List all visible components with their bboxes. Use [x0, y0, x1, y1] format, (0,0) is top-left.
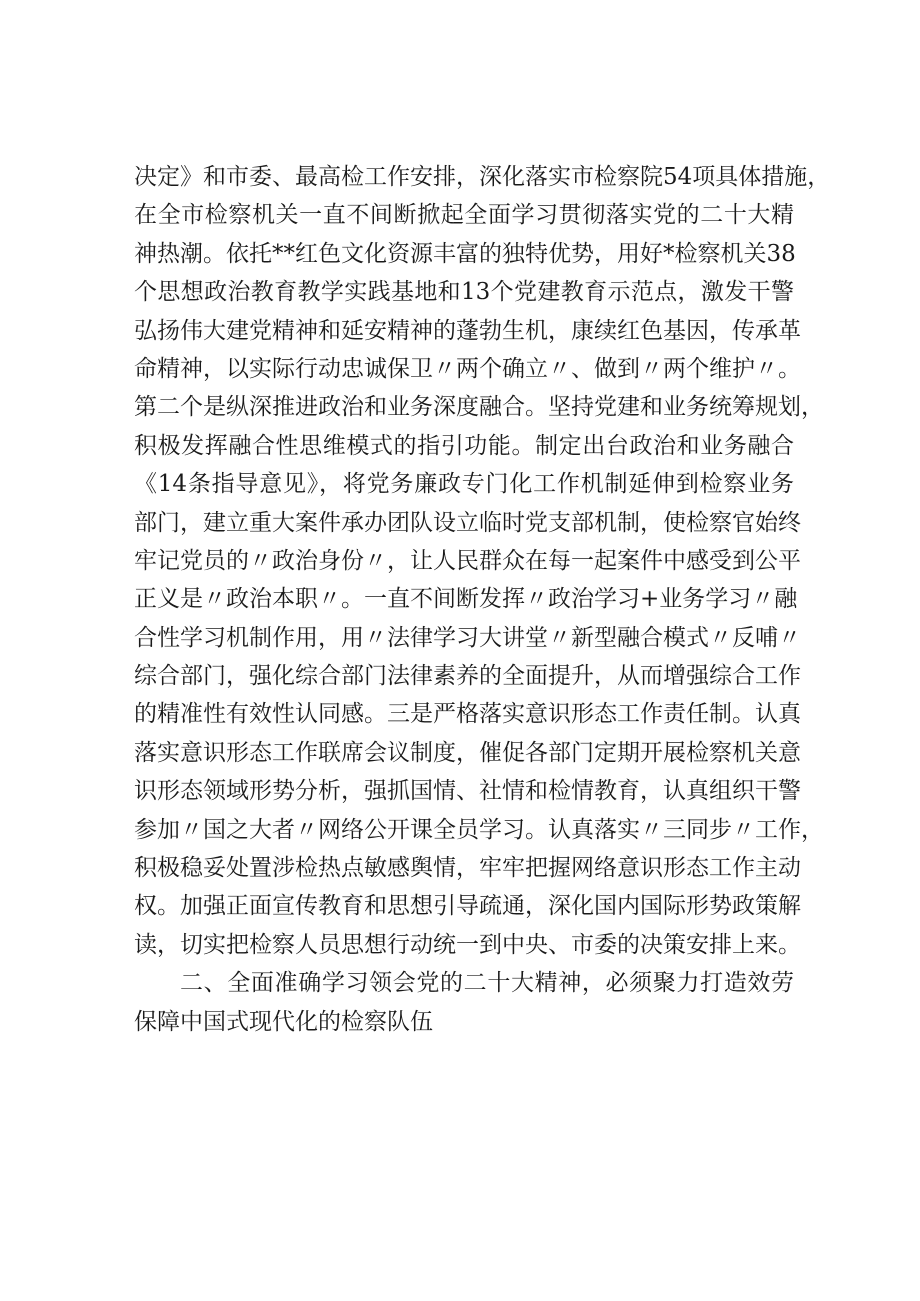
text-line: 决定》和市委、最高检工作安排，深化落实市检察院54项具体措施，: [134, 164, 831, 190]
text-line: 神热潮。依托**红色文化资源丰富的独特优势，用好*检察机关38: [134, 240, 796, 267]
text-line: 积极发挥融合性思维模式的指引功能。制定出台政治和业务融合: [134, 432, 794, 459]
text-line: 参加〃国之大者〃网络公开课全员学习。认真落实〃三同步〃工作，: [134, 816, 824, 843]
text-line: 命精神，以实际行动忠诚保卫〃两个确立〃、做到〃两个维护〃。: [134, 355, 801, 382]
text-line: 积极稳妥处置涉检热点敏感舆情，牢牢把握网络意识形态工作主动: [134, 855, 801, 882]
text-line: 部门，建立重大案件承办团队设立临时党支部机制，使检察官始终: [134, 509, 801, 536]
text-line: 综合部门，强化综合部门法律素养的全面提升，从而增强综合工作: [134, 663, 801, 690]
text-line: 的精准性有效性认同感。三是严格落实意识形态工作责任制。认真: [134, 701, 801, 728]
text-line: 识形态领域形势分析，强抓国情、社情和检情教育，认真组织干警: [134, 778, 801, 805]
body-text: [134, 158, 831, 1041]
text-line: 在全市检察机关一直不间断掀起全面学习贯彻落实党的二十大精: [134, 202, 794, 229]
text-line: 正义是〃政治本职〃。一直不间断发挥〃政治学习+业务学习〃融: [134, 586, 798, 613]
text-line: 《14条指导意见》，将党务廉政专门化工作机制延伸到检察业务: [134, 471, 794, 498]
text-line: 落实意识形态工作联席会议制度，催促各部门定期开展检察机关意: [134, 739, 801, 766]
section-heading-line: 保障中国式现代化的检察队伍: [134, 1008, 433, 1035]
text-line: 合性学习机制作用，用〃法律学习大讲堂〃新型融合模式〃反哺〃: [134, 624, 801, 651]
text-line: 读，切实把检察人员思想行动统一到中央、市委的决策安排上来。: [134, 931, 801, 958]
text-line: 牢记党员的〃政治身份〃，让人民群众在每一起案件中感受到公平: [134, 547, 801, 574]
text-line: 第二个是纵深推进政治和业务深度融合。坚持党建和业务统筹规划，: [134, 394, 824, 421]
text-line: 弘扬伟大建党精神和延安精神的蓬勃生机，康续红色基因，传承革: [134, 317, 801, 344]
text-line: 个思想政治教育教学实践基地和13个党建教育示范点，激发干警: [134, 279, 794, 306]
section-heading-line: 二、全面准确学习领会党的二十大精神，必须聚力打造效劳: [180, 970, 794, 997]
text-line: 权。加强正面宣传教育和思想引导疏通，深化国内国际形势政策解: [134, 893, 801, 920]
